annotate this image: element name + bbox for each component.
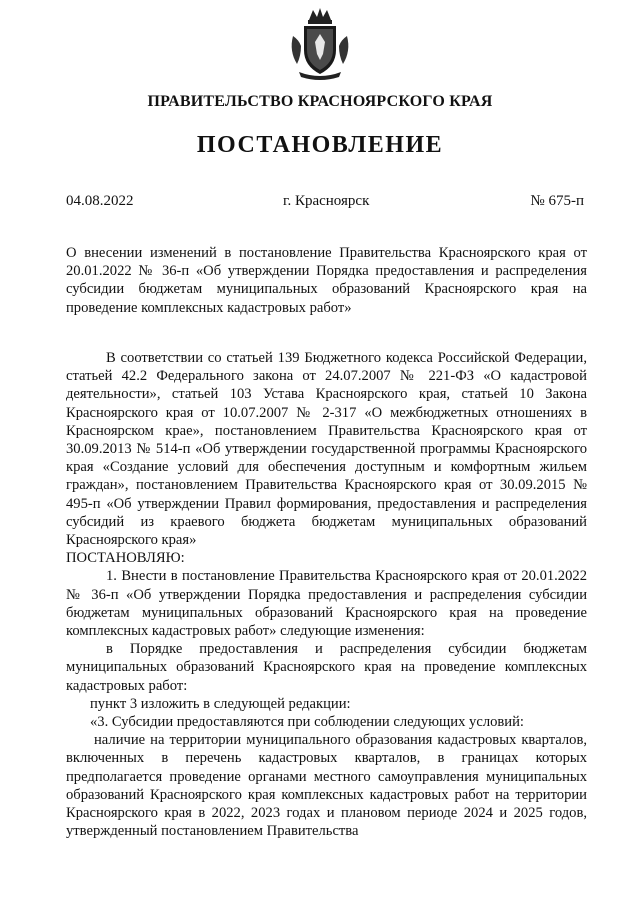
document-city: г. Красноярск bbox=[283, 193, 370, 209]
sub-item-paragraph: в Порядке предоставления и распределения субсидии бюджетам муниципальных образований Красноярского края на проведение комплексных кадастровых работ: bbox=[66, 641, 587, 694]
point-3-quote: «3. Субсидии предоставляются при соблюдении следующих условий: bbox=[90, 714, 524, 731]
document-type: ПОСТАНОВЛЕНИЕ bbox=[196, 132, 444, 158]
item-1-paragraph: 1. Внести в постановление Правительства Красноярского края от 20.01.2022 № 36-п «Об утверждении Порядка предоставления и распределения субсидии бюджетам муниципальных образований Красноярского края на проведение комплексных кадастровых работ» следующие изменения: bbox=[66, 568, 587, 640]
point-3-intro: пункт 3 изложить в следующей редакции: bbox=[90, 695, 351, 712]
resolve-word: ПОСТАНОВЛЯЮ: bbox=[66, 550, 185, 567]
condition-paragraph: наличие на территории муниципального образования кадастровых кварталов, включенных в перечень кадастровых кварталов, в границах которых предполагается проведение органами местного самоуправления муниципальных образований Красноярского края комплексных кадастровых работ на территории Красноярского края в 2022, 2023 годах и плановом периоде 2024 и 2025 годов, утвержденный постановлением Правительства bbox=[66, 732, 587, 840]
document-subject: О внесении изменений в постановление Правительства Красноярского края от 20.01.2022 № 36-п «Об утверждении Порядка предоставления и распределения субсидии бюджетам муниципальных образований Красноярского края на проведение комплексных кадастровых работ» bbox=[66, 245, 587, 316]
coat-of-arms-icon bbox=[287, 6, 353, 80]
document-date: 04.08.2022 bbox=[66, 193, 134, 209]
document-number: № 675-п bbox=[530, 193, 584, 209]
document-body bbox=[66, 349, 587, 840]
organization-name: ПРАВИТЕЛЬСТВО КРАСНОЯРСКОГО КРАЯ bbox=[147, 93, 493, 110]
coat-of-arms-emblem bbox=[287, 6, 353, 80]
preamble-paragraph: В соответствии со статьей 139 Бюджетного кодекса Российской Федерации, статьей 42.2 Федерального закона от 24.07.2007 № 221-ФЗ «О кадастровой деятельности», статьей 103 Устава Красноярского края, статьей 10 Закона Красноярского края от 10.07.2007 № 2-317 «О межбюджетных отношениях в Красноярском крае», постановлением Правительства Красноярского края от 30.09.2013 № 514-п «Об утверждении государственной программы Красноярского края «Создание условий для обеспечения доступным и комфортным жильем граждан», постановлением Правительства Красноярского края от 30.09.2015 № 495-п «Об утверждении Правил формирования, предоставления и распределения субсидий из краевого бюджета бюджетам муниципальных образований Красноярского края» bbox=[66, 350, 587, 549]
